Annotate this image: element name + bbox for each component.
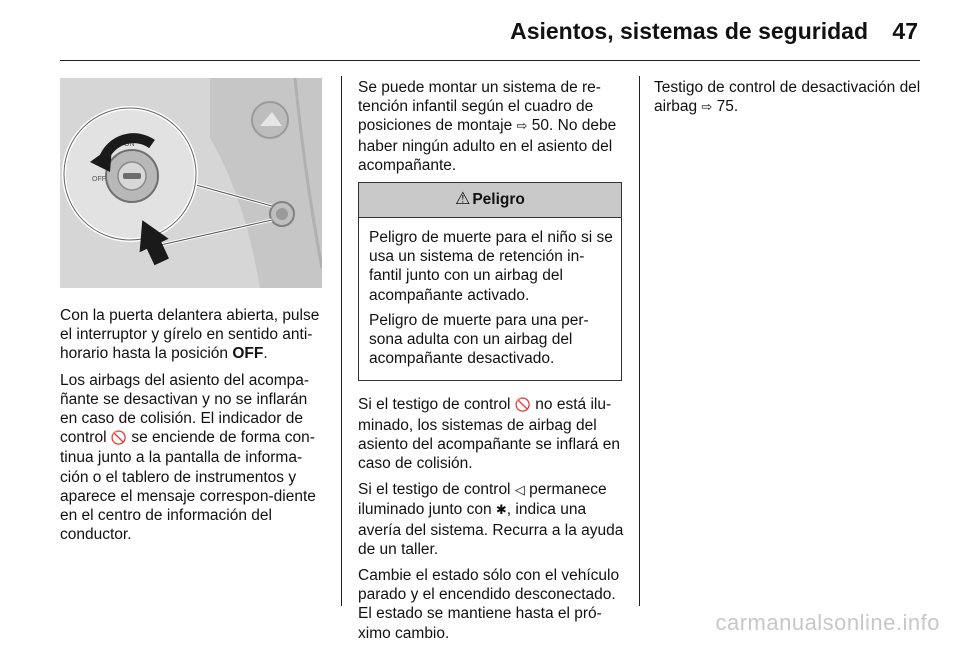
danger-header: [359, 183, 621, 218]
status-change-text: Cambie el estado sólo con el vehículo parado y el encendido desconectado. El estado se mantiene hasta el pró-ximo cambio.: [358, 567, 620, 642]
column-divider-1: [341, 76, 342, 606]
page-reference-icon: ⇨: [516, 119, 528, 135]
page-reference-link[interactable]: 50: [531, 117, 550, 135]
danger-text-adult: Peligro de muerte para una per-sona adulta con un airbag del acompañante desactivado.: [369, 311, 589, 368]
page-reference-icon: ⇨: [701, 100, 713, 116]
page-header-title: Asientos, sistemas de seguridad: [510, 18, 868, 44]
deactivation-indicator-text: Testigo de control de desactivación del airbag ⇨ 75.: [654, 79, 921, 116]
danger-title: Peligro: [472, 191, 525, 209]
column-1: [60, 78, 328, 551]
danger-warning-box: [358, 182, 622, 381]
indicator-off-text: Si el testigo de control 🚫 no está ilu-minado, los sistemas de airbag del asiento del acompañante se inflará en caso de colisión.: [358, 396, 620, 473]
watermark: carmanualsonline.info: [715, 610, 940, 635]
page-reference-link[interactable]: 75: [716, 98, 734, 116]
header-rule: [60, 60, 920, 61]
airbag-deactivation-text: Los airbags del asiento del acompa-ñante se desactivan y no se inflarán en caso de colisión. El indicador de control 🚫 se enciende de forma con-tinua junto a la pantalla de informa-ción o el tablero de instrumentos y aparece el mensaje correspon-diente en el centro de información del conductor.: [60, 371, 316, 544]
airbag-off-indicator-icon: 🚫: [514, 398, 531, 414]
off-position-label: OFF: [232, 345, 264, 363]
danger-text-child: Peligro de muerte para el niño si se usa un sistema de retención in-fantil junto con un airbag del acompañante activado.: [369, 229, 613, 304]
airbag-indicator-icon: ◁: [514, 483, 525, 499]
danger-body: [359, 218, 621, 380]
fault-text: Si el testigo de control ◁ permanece iluminado junto con ✱, indica una avería del sistema. Recurra a la ayuda de un taller.: [358, 481, 624, 558]
page-number: 47: [892, 18, 918, 44]
column-divider-2: [639, 76, 640, 606]
child-seat-text: Se puede montar un sistema de re-tención infantil según el cuadro de posiciones de montaje ⇨ 50. No debe haber ningún adulto en el asiento del acompañante.: [358, 79, 617, 174]
column-3: [654, 78, 922, 124]
airbag-system-icon: ✱: [495, 503, 507, 519]
column-2: [358, 78, 626, 650]
switch-instruction-text: Con la puerta delantera abierta, pulse el interruptor y gírelo en sentido anti-horario hasta la posición OFF.: [60, 307, 320, 363]
switch-on-label: ON: [124, 141, 135, 148]
warning-triangle-icon: ⚠: [455, 189, 471, 210]
airbag-off-indicator-icon: 🚫: [110, 431, 128, 447]
airbag-switch-illustration: [60, 78, 322, 288]
switch-off-label: OFF: [92, 176, 106, 183]
